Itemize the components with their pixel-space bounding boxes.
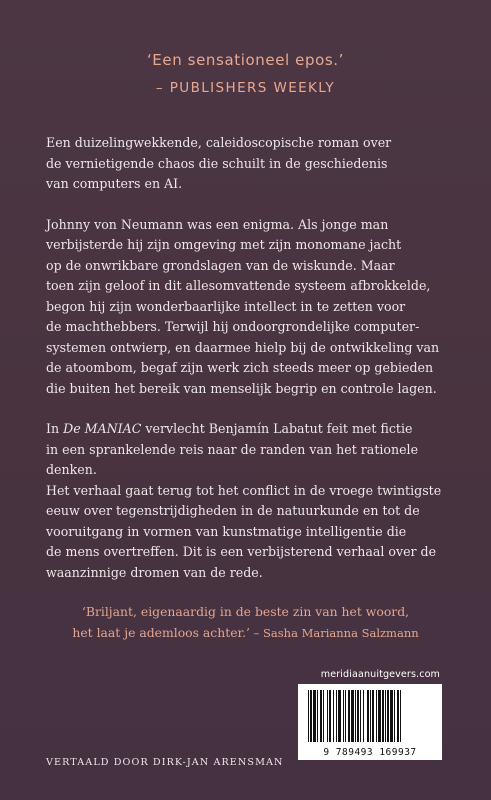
praise-author: – Sasha Marianna Salzmann xyxy=(249,625,419,640)
blurb-line: die buiten het bereik van menselijk begrip en controle lagen. xyxy=(46,380,437,396)
blurb-line: Het verhaal gaat terug tot het conflict in de vroege twintigste xyxy=(46,482,442,498)
translator-credit: VERTAALD DOOR DIRK-JAN ARENSMAN xyxy=(46,757,284,768)
review-quote-text: ‘Een sensationeel epos.’ xyxy=(146,51,345,69)
praise-line-2 xyxy=(0,623,491,644)
blurb-line: toen zijn geloof in dit allesomvattende systeem afbrokkelde, xyxy=(46,278,431,293)
blurb-line: de atoombom, begaf zijn werk zich steeds meer op gebieden xyxy=(46,360,434,375)
blurb-paragraph-4 xyxy=(46,481,458,584)
book-title-inline: De MANIAC xyxy=(63,421,142,436)
blurb-line: Een duizelingwekkende, caleidoscopische roman over xyxy=(46,135,392,150)
blurb-line: eeuw over tegenstrijdigheden in de natuurkunde en tot de xyxy=(46,503,420,518)
blurb-paragraph-2 xyxy=(46,215,458,400)
barcode-icon xyxy=(298,684,442,746)
blurb-suffix: vervlecht Benjamín Labatut feit met fictie xyxy=(141,421,413,436)
blurb-line: de mens overtreffen. Dit is een verbijsterend verhaal over de xyxy=(46,544,437,559)
blurb-line: op de onwrikbare grondslagen van de wiskunde. Maar xyxy=(46,257,395,273)
isbn-barcode xyxy=(298,684,442,760)
praise-line-1: ‘Briljant, eigenaardig in de beste zin van het woord, xyxy=(81,604,410,619)
blurb-line: van computers en AI. xyxy=(46,176,183,191)
blurb-line xyxy=(46,419,458,440)
blurb-line: Johnny von Neumann was een enigma. Als jonge man xyxy=(46,216,389,232)
blurb-line: in een sprankelende reis naar de randen van het rationele xyxy=(46,441,419,457)
blurb-line: verbijsterde hij zijn omgeving met zijn monomane jacht xyxy=(46,237,402,252)
featured-review-quote xyxy=(0,48,491,100)
blurb-line: denken. xyxy=(46,462,97,477)
praise-text: het laat je ademloos achter.’ xyxy=(72,624,250,640)
blurb-paragraph-3 xyxy=(46,419,458,481)
blurb-prefix: In xyxy=(46,421,64,436)
blurb-line: systemen ontwierp, en daarmee hielp bij de ontwikkeling van xyxy=(46,339,440,355)
publisher-url: meridiaanuitgevers.com xyxy=(320,669,440,680)
blurb-line: begon hij zijn wonderbaarlijke intellect in te zetten voor xyxy=(46,298,406,314)
praise-quote xyxy=(0,602,491,643)
blurb-line: de machthebbers. Terwijl hij ondoorgrondelijke computer- xyxy=(46,319,420,334)
blurb-line: vooruitgang in vormen van kunstmatige intelligentie die xyxy=(46,523,407,539)
blurb-line: waanzinnige dromen van de rede. xyxy=(46,564,263,580)
isbn-digits: 9 789493 169937 xyxy=(323,747,417,758)
blurb-line: de vernietigende chaos die schuilt in de geschiedenis xyxy=(46,155,388,171)
blurb xyxy=(46,133,458,603)
blurb-paragraph-1 xyxy=(46,133,458,195)
review-source: – PUBLISHERS WEEKLY xyxy=(155,80,336,96)
